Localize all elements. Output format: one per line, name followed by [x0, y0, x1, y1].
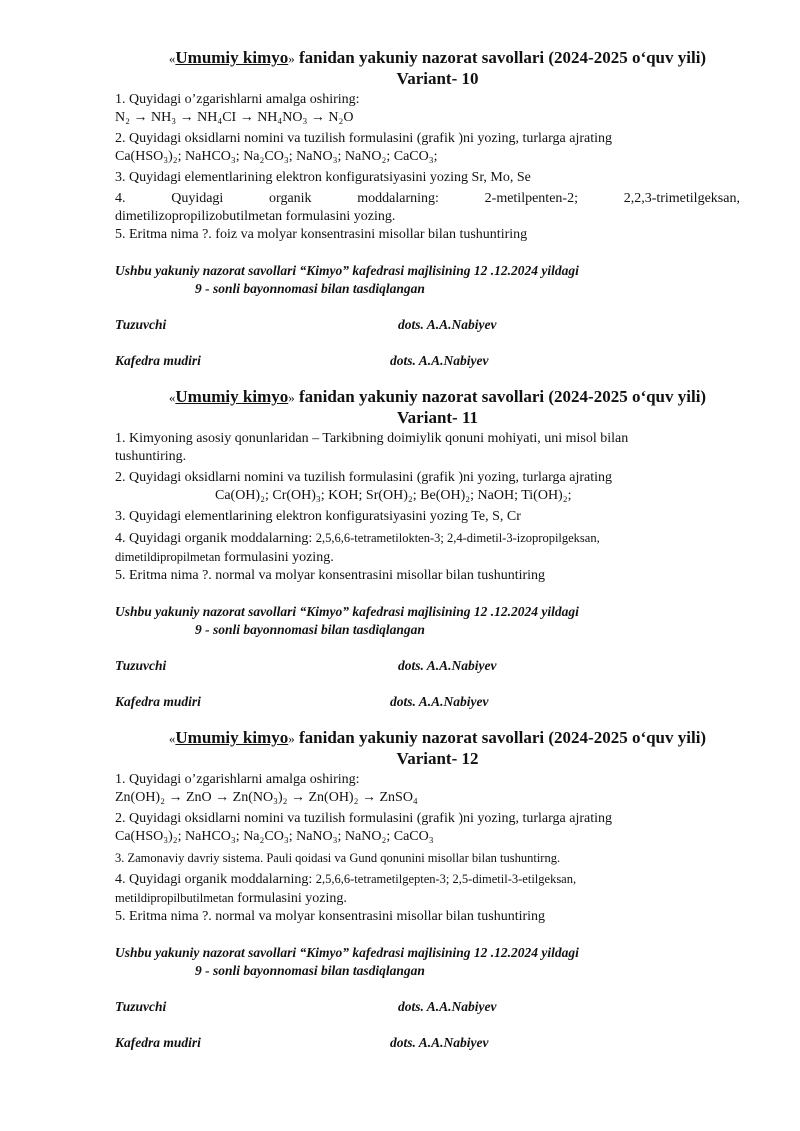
compiler-label: Tuzuvchi	[115, 317, 167, 332]
q4-compound: dimetildipropilmetan	[115, 550, 221, 564]
signature-head	[115, 1034, 740, 1052]
q4-compounds: 2,5,6,6-tetrametilokten-3; 2,4-dimetil-3-izopropilgeksan,	[315, 531, 600, 545]
approval-line-2: 9 - sonli bayonnomasi bilan tasdiqlangan	[195, 622, 425, 637]
q4-word: 4.	[115, 191, 126, 206]
signature-compiler	[115, 657, 740, 675]
question-2-formulas: Ca(HSO₃)₂; NaHCO₃; Na₂CO₃; NaNO₃; NaNO₂; CaCO₃;	[115, 149, 438, 164]
title-rest: fanidan yakuniy nazorat savollari (2024-2025 o‘quv yili)	[294, 728, 707, 747]
title-quote-open: «	[168, 51, 176, 66]
question-4-cont: dimetilizopropilizobutilmetan formulasini yozing.	[115, 209, 396, 224]
approval-line-1: Ushbu yakuniy nazorat savollari “Kimyo” kafedrasi majlisining 12 .12.2024 yildagi	[115, 945, 579, 960]
question-4	[115, 529, 740, 548]
approval-line-1: Ushbu yakuniy nazorat savollari “Kimyo” kafedrasi majlisining 12 .12.2024 yildagi	[115, 263, 579, 278]
title-rest: fanidan yakuniy nazorat savollari (2024-2025 o‘quv yili)	[294, 387, 707, 406]
question-4-cont	[115, 889, 740, 908]
variant-11-section	[115, 387, 740, 711]
q4-word: organik	[269, 191, 312, 206]
approval-note	[115, 603, 740, 639]
head-label: Kafedra mudiri	[115, 353, 201, 368]
compiler-name: dots. A.A.Nabiyev	[398, 999, 497, 1014]
head-name: dots. A.A.Nabiyev	[390, 694, 489, 709]
approval-line-1: Ushbu yakuniy nazorat savollari “Kimyo” kafedrasi majlisining 12 .12.2024 yildagi	[115, 604, 579, 619]
q4-compounds: 2,5,6,6-tetrametilgepten-3; 2,5-dimetil-3-etilgeksan,	[315, 872, 577, 886]
title-subject: Umumiy kimyo	[175, 48, 289, 67]
question-4	[115, 190, 740, 208]
approval-note	[115, 262, 740, 298]
title-quote-close: »	[288, 731, 295, 746]
head-name: dots. A.A.Nabiyev	[390, 353, 489, 368]
approval-line-2: 9 - sonli bayonnomasi bilan tasdiqlangan	[195, 963, 425, 978]
q4-word: 2-metilpenten-2;	[484, 191, 578, 206]
variant-title	[135, 48, 740, 69]
compiler-name: dots. A.A.Nabiyev	[398, 658, 497, 673]
q4-word: 2,2,3-trimetilgeksan,	[623, 191, 740, 206]
variant-title	[135, 387, 740, 408]
q4-word: moddalarning:	[357, 191, 439, 206]
q4-tail: formulasini yozing.	[220, 550, 334, 565]
question-2-formulas: Ca(OH)₂; Cr(OH)₃; KOH; Sr(OH)₂; Be(OH)₂; NaOH; Ti(OH)₂;	[215, 488, 572, 503]
title-quote-close: »	[288, 390, 295, 405]
variant-number: Variant- 10	[396, 69, 479, 88]
question-1: 1. Quyidagi o’zgarishlarni amalga oshiring:	[115, 772, 360, 787]
variant-title	[135, 728, 740, 749]
signature-head	[115, 693, 740, 711]
question-5: 5. Eritma nima ?. normal va molyar konsentrasini misollar bilan tushuntiring	[115, 568, 546, 583]
variant-12-section	[115, 728, 740, 1052]
question-3: 3. Zamonaviy davriy sistema. Pauli qoidasi va Gund qonunini misollar bilan tushuntirng.	[115, 851, 561, 865]
compiler-name: dots. A.A.Nabiyev	[398, 317, 497, 332]
question-3: 3. Quyidagi elementlarining elektron konfiguratsiyasini yozing Te, S, Cr	[115, 509, 521, 524]
approval-note	[115, 944, 740, 980]
title-quote-open: «	[168, 390, 176, 405]
q4-lead: 4. Quyidagi organik moddalarning:	[115, 531, 316, 546]
question-4-cont	[115, 548, 740, 567]
q4-word: Quyidagi	[171, 191, 224, 206]
question-2: 2. Quyidagi oksidlarni nomini va tuzilish formulasini (grafik )ni yozing, turlarga ajrating	[115, 811, 613, 826]
signature-compiler	[115, 316, 740, 334]
question-5: 5. Eritma nima ?. foiz va molyar konsentrasini misollar bilan tushuntiring	[115, 227, 528, 242]
title-subject: Umumiy kimyo	[175, 387, 289, 406]
title-rest: fanidan yakuniy nazorat savollari (2024-2025 o‘quv yili)	[294, 48, 707, 67]
question-1-cont: tushuntiring.	[115, 449, 187, 464]
variant-10-section	[115, 48, 740, 370]
signature-compiler	[115, 998, 740, 1016]
signature-head	[115, 352, 740, 370]
question-1-chain: Zn(OH)₂ → ZnO → Zn(NO₃)₂ → Zn(OH)₂ → ZnSO₄	[115, 790, 418, 805]
variant-number: Variant- 12	[396, 749, 479, 768]
q4-tail: formulasini yozing.	[233, 891, 347, 906]
question-4	[115, 870, 740, 889]
question-3: 3. Quyidagi elementlarining elektron konfiguratsiyasini yozing Sr, Mo, Se	[115, 170, 531, 185]
variant-number: Variant- 11	[396, 408, 479, 427]
question-2-formulas: Ca(HSO₃)₂; NaHCO₃; Na₂CO₃; NaNO₃; NaNO₂; CaCO₃	[115, 829, 434, 844]
title-subject: Umumiy kimyo	[175, 728, 289, 747]
head-name: dots. A.A.Nabiyev	[390, 1035, 489, 1050]
compiler-label: Tuzuvchi	[115, 999, 167, 1014]
question-2: 2. Quyidagi oksidlarni nomini va tuzilish formulasini (grafik )ni yozing, turlarga ajrating	[115, 131, 613, 146]
head-label: Kafedra mudiri	[115, 1035, 201, 1050]
q4-lead: 4. Quyidagi organik moddalarning:	[115, 872, 316, 887]
question-1: 1. Quyidagi o’zgarishlarni amalga oshiring:	[115, 92, 360, 107]
question-2: 2. Quyidagi oksidlarni nomini va tuzilish formulasini (grafik )ni yozing, turlarga ajrating	[115, 470, 613, 485]
head-label: Kafedra mudiri	[115, 694, 201, 709]
question-1-chain: N₂ → NH₃ → NH₄CI → NH₄NO₃ → N₂O	[115, 110, 354, 125]
approval-line-2: 9 - sonli bayonnomasi bilan tasdiqlangan	[195, 281, 425, 296]
question-1: 1. Kimyoning asosiy qonunlaridan – Tarkibning doimiylik qonuni mohiyati, uni misol bilan	[115, 431, 629, 446]
compiler-label: Tuzuvchi	[115, 658, 167, 673]
question-5: 5. Eritma nima ?. normal va molyar konsentrasini misollar bilan tushuntiring	[115, 909, 546, 924]
title-quote-close: »	[288, 51, 295, 66]
q4-compound: metildipropilbutilmetan	[115, 891, 234, 905]
title-quote-open: «	[168, 731, 176, 746]
